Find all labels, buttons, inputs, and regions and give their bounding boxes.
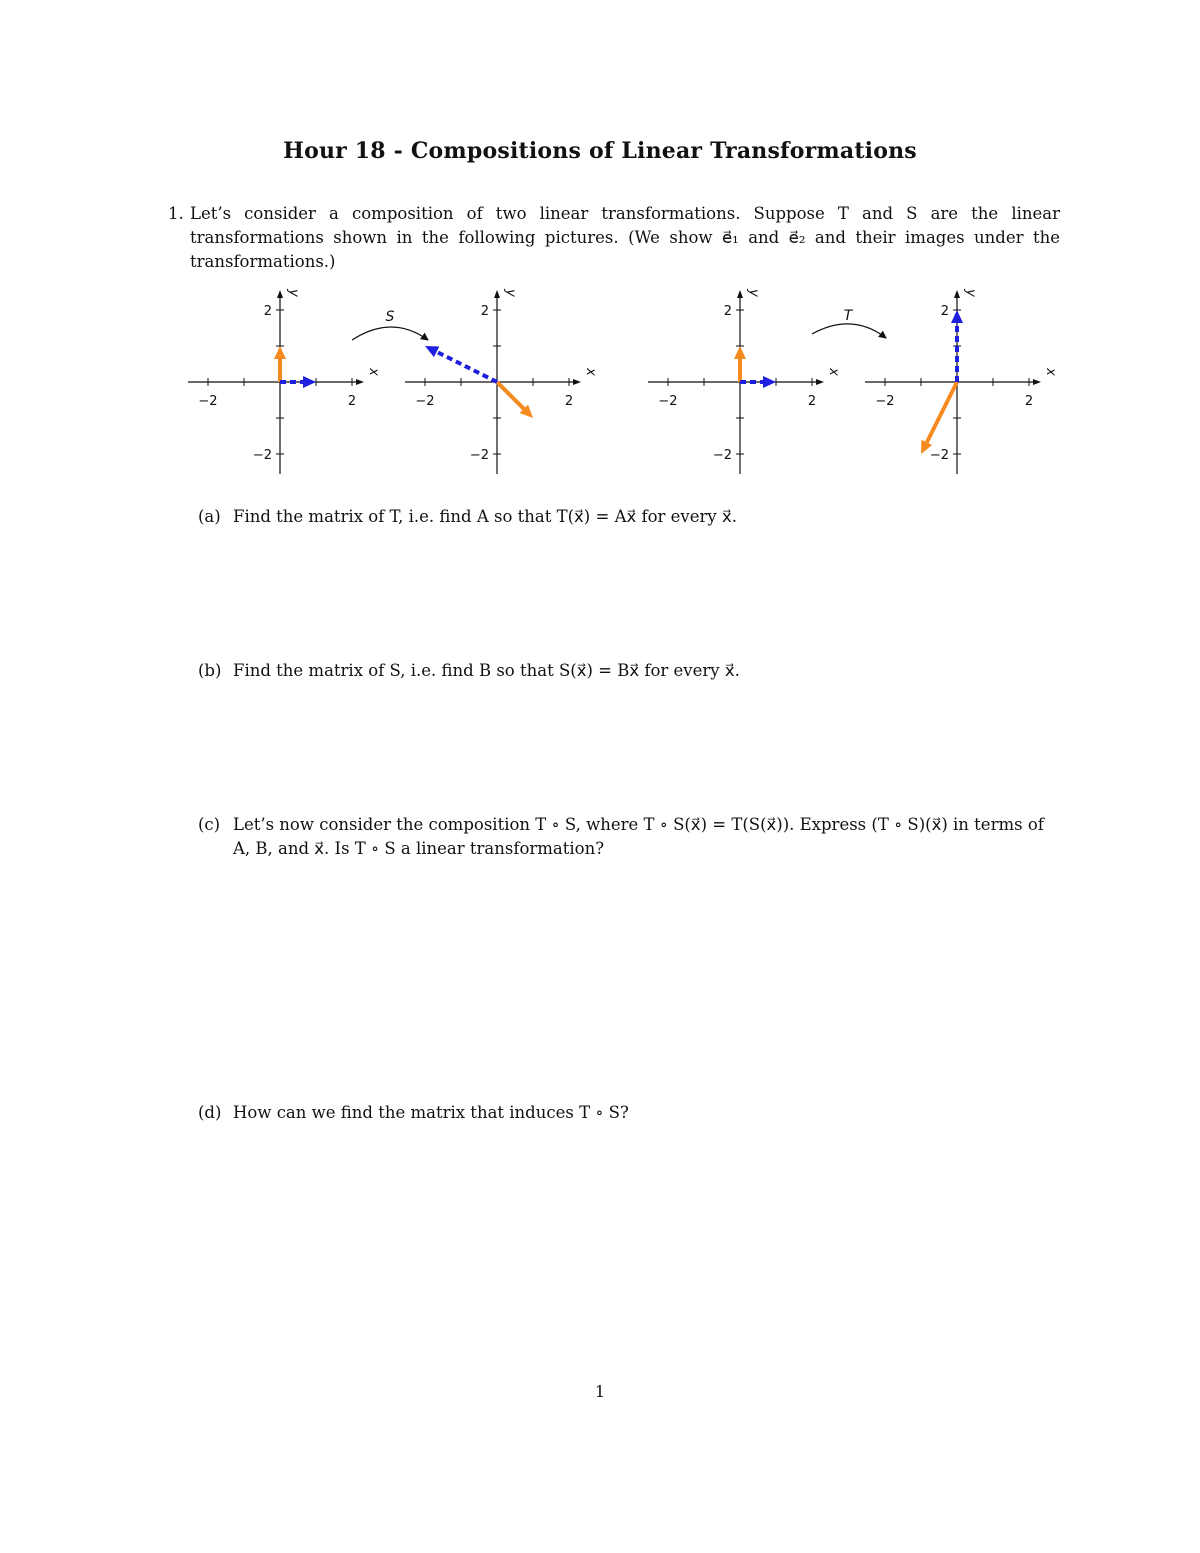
part-c-label: (c) <box>198 815 221 834</box>
map-arrow-T <box>812 324 886 338</box>
x-axis-arrowhead <box>573 379 581 385</box>
page-number: 1 <box>594 1382 606 1401</box>
x-tick-label-neg: −2 <box>875 394 895 409</box>
y-axis-arrowhead <box>494 290 500 298</box>
page-title: Hour 18 - Compositions of Linear Transformations <box>283 138 917 164</box>
y-axis-arrowhead <box>277 290 283 298</box>
y-axis-label: y <box>746 289 761 297</box>
x-axis-arrowhead <box>1033 379 1041 385</box>
part-a-text: Find the matrix of T, i.e. find A so that T(x⃗) = Ax⃗ for every x⃗. <box>233 507 737 526</box>
x-tick-label-pos: 2 <box>1024 394 1034 409</box>
plot-domain-T <box>648 288 841 474</box>
e1-vector-head <box>763 376 776 388</box>
e1-vector <box>951 310 963 382</box>
part-d <box>198 1101 1066 1125</box>
y-tick-label-neg: −2 <box>252 448 272 463</box>
x-axis-label: x <box>826 368 841 376</box>
y-axis-label: y <box>963 289 978 297</box>
part-a-label: (a) <box>198 507 221 526</box>
x-tick-label-pos: 2 <box>807 394 817 409</box>
y-axis-arrowhead <box>737 290 743 298</box>
x-tick-label-neg: −2 <box>198 394 218 409</box>
problem-number: 1. <box>168 204 184 223</box>
map-label-T: T <box>843 308 853 324</box>
x-tick-label-pos: 2 <box>564 394 574 409</box>
x-tick-label-neg: −2 <box>658 394 678 409</box>
map-arrow-S <box>352 327 428 340</box>
e1-vector <box>425 346 497 382</box>
y-axis-label: y <box>503 289 518 297</box>
y-tick-label-neg: −2 <box>929 448 949 463</box>
part-b-label: (b) <box>198 661 222 680</box>
e2-vector <box>734 346 746 382</box>
e2-vector-head <box>734 346 746 359</box>
y-axis-arrowhead <box>954 290 960 298</box>
map-label-S: S <box>385 309 395 325</box>
y-tick-label-pos: 2 <box>263 304 272 319</box>
x-tick-label-pos: 2 <box>347 394 357 409</box>
e1-vector-head <box>303 376 316 388</box>
part-c-text: Let’s now consider the composition T ∘ S, where T ∘ S(x⃗) = T(S(x⃗)). Express (T ∘ S)(x⃗) in terms of A, B, and x⃗. Is T ∘ S a linear transformation? <box>233 815 1044 858</box>
e2-vector <box>274 346 286 382</box>
x-axis-arrowhead <box>816 379 824 385</box>
e2-vector-shaft <box>497 382 524 409</box>
transformation-figure <box>0 0 1200 500</box>
x-axis-label: x <box>366 368 381 376</box>
y-tick-label-neg: −2 <box>469 448 489 463</box>
part-b <box>198 659 1066 683</box>
part-a <box>198 505 1066 529</box>
plot-domain-S <box>188 288 381 474</box>
plot-image-T <box>865 288 1058 474</box>
x-tick-label-neg: −2 <box>415 394 435 409</box>
y-tick-label-neg: −2 <box>712 448 732 463</box>
e2-vector-shaft <box>927 382 957 442</box>
part-b-text: Find the matrix of S, i.e. find B so that S(x⃗) = Bx⃗ for every x⃗. <box>233 661 740 680</box>
part-d-label: (d) <box>198 1103 222 1122</box>
x-axis-label: x <box>1043 368 1058 376</box>
e1-vector-head <box>951 310 963 323</box>
y-tick-label-pos: 2 <box>480 304 489 319</box>
e1-vector-head <box>425 346 439 357</box>
x-axis-label: x <box>583 368 598 376</box>
x-axis-arrowhead <box>356 379 364 385</box>
e1-vector-shaft <box>437 352 497 382</box>
y-tick-label-pos: 2 <box>940 304 949 319</box>
plot-image-S <box>405 288 598 474</box>
part-c <box>198 813 1066 861</box>
part-d-text: How can we find the matrix that induces T ∘ S? <box>233 1103 629 1122</box>
e2-vector <box>921 382 957 454</box>
e2-vector <box>497 382 533 418</box>
y-axis-label: y <box>286 289 301 297</box>
problem-text: Let’s consider a composition of two linear transformations. Suppose T and S are the linear transformations shown in the following pictures. (We show e⃗₁ and e⃗₂ and their images under the transformations.) <box>190 204 1060 271</box>
e2-vector-head <box>274 346 286 359</box>
y-tick-label-pos: 2 <box>723 304 732 319</box>
coordinate-plots <box>188 288 1058 474</box>
